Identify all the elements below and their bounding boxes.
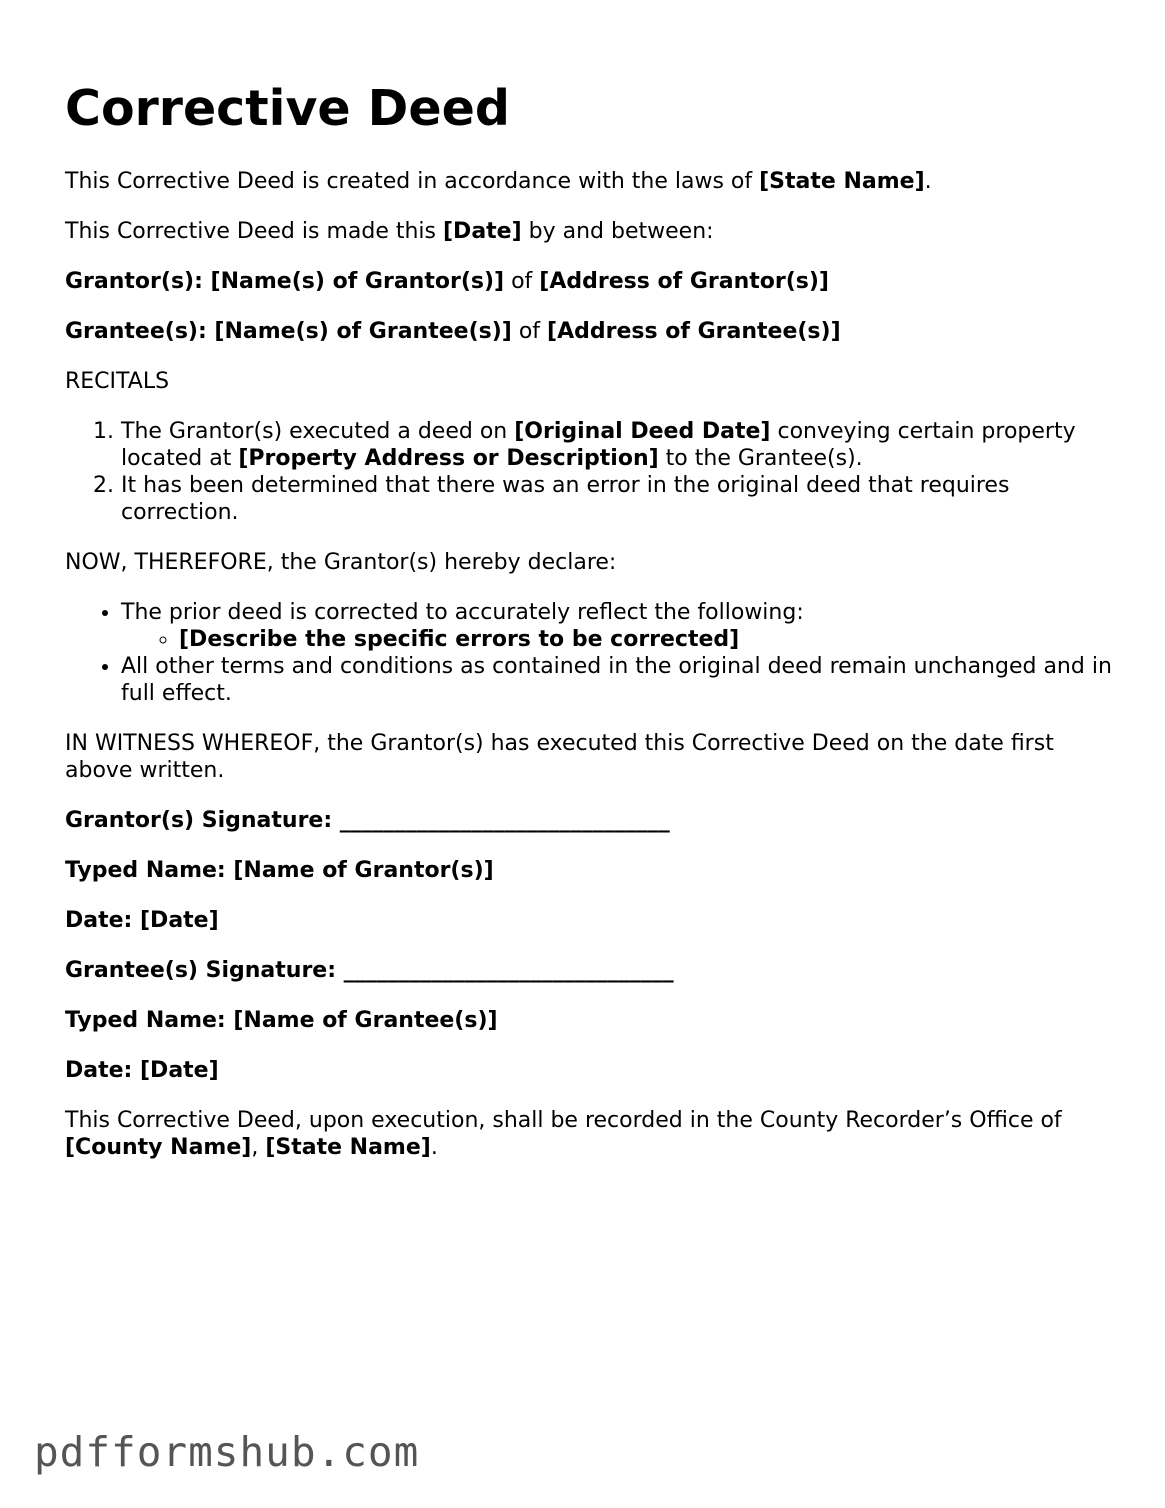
- grantee-of: of: [511, 319, 548, 344]
- grantee-address: [Address of Grantee(s)]: [547, 319, 841, 344]
- grantor-signature-label: Grantor(s) Signature: ______________________________: [65, 808, 670, 833]
- made-text: This Corrective Deed is made this: [65, 219, 443, 244]
- recital-1-text-c: conveying certain property located at: [121, 419, 1076, 471]
- recording-state-placeholder: [State Name]: [265, 1135, 431, 1160]
- grantor-address: [Address of Grantor(s)]: [539, 269, 829, 294]
- recitals-list: [65, 418, 1125, 526]
- grantor-typed-label: Typed Name: [Name of Grantor(s)]: [65, 858, 494, 883]
- now-therefore-paragraph: NOW, THEREFORE, the Grantor(s) hereby declare:: [65, 550, 617, 575]
- witness-paragraph: IN WITNESS WHEREOF, the Grantor(s) has executed this Corrective Deed on the date first above written.: [65, 731, 1054, 783]
- grantor-line: [65, 268, 1125, 295]
- declarations-list: [65, 599, 1125, 707]
- grantee-date: [65, 1057, 1125, 1084]
- intro-paragraph: [65, 168, 1125, 195]
- grantee-label: Grantee(s): [Name(s) of Grantee(s)]: [65, 319, 512, 344]
- recording-separator: ,: [251, 1135, 266, 1160]
- recording-suffix: .: [430, 1135, 438, 1160]
- document-page: [65, 78, 1125, 1184]
- recital-item-2: 2. It has been determined that there was an error in the original deed that requires correction.: [121, 472, 1125, 526]
- grantee-signature-label: Grantee(s) Signature: ______________________________: [65, 958, 674, 983]
- declaration-item-2: • All other terms and conditions as contained in the original deed remain unchanged and in full effect.: [121, 653, 1125, 707]
- declaration-subitem: [179, 626, 1125, 653]
- made-paragraph: [65, 218, 1125, 245]
- recital-1-text-a: The Grantor(s) executed a deed on: [121, 419, 515, 444]
- grantee-signature-line[interactable]: [65, 957, 1125, 984]
- watermark: pdfformshub.com: [34, 1428, 420, 1476]
- original-deed-date-placeholder: [Original Deed Date]: [514, 419, 771, 444]
- recital-item-1: [121, 418, 1125, 472]
- intro-suffix: .: [924, 169, 932, 194]
- grantor-typed-name: [65, 857, 1125, 884]
- state-name-placeholder: [State Name]: [759, 169, 925, 194]
- recording-text: This Corrective Deed, upon execution, shall be recorded in the County Recorder’s Office of: [65, 1108, 1062, 1133]
- grantor-signature-line[interactable]: [65, 807, 1125, 834]
- grantee-line: [65, 318, 1125, 345]
- declaration-1-text: The prior deed is corrected to accurately reflect the following:: [121, 600, 804, 625]
- page-title: Corrective Deed: [65, 80, 510, 137]
- grantee-typed-name: [65, 1007, 1125, 1034]
- made-suffix: by and between:: [521, 219, 714, 244]
- errors-placeholder: [Describe the specific errors to be corrected]: [179, 627, 740, 652]
- grantor-of: of: [504, 269, 540, 294]
- declaration-sublist: [121, 626, 1125, 653]
- county-name-placeholder: [County Name]: [65, 1135, 252, 1160]
- recording-paragraph: [65, 1107, 1125, 1161]
- recital-1-text-e: to the Grantee(s).: [658, 446, 863, 471]
- property-address-placeholder: [Property Address or Description]: [238, 446, 659, 471]
- grantor-date-label: Date: [Date]: [65, 908, 219, 933]
- grantor-label: Grantor(s): [Name(s) of Grantor(s)]: [65, 269, 505, 294]
- intro-text: This Corrective Deed is created in accordance with the laws of: [65, 169, 760, 194]
- grantee-typed-label: Typed Name: [Name of Grantee(s)]: [65, 1008, 498, 1033]
- recitals-heading: RECITALS: [65, 369, 170, 394]
- declaration-item-1: [121, 599, 1125, 653]
- grantor-date: [65, 907, 1125, 934]
- grantee-date-label: Date: [Date]: [65, 1058, 219, 1083]
- date-placeholder: [Date]: [443, 219, 522, 244]
